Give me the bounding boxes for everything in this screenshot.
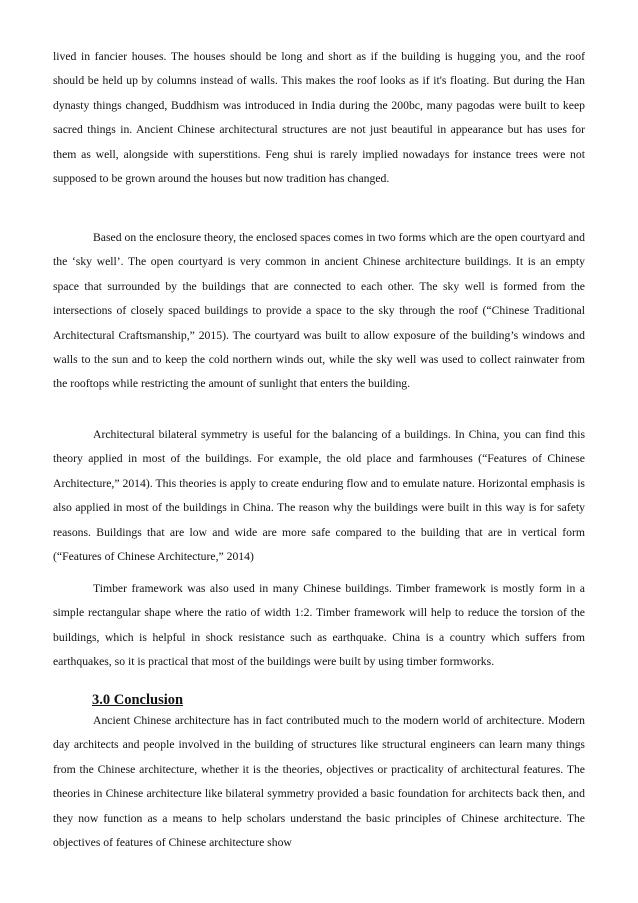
paragraph-timber-framework: Timber framework was also used in many Chinese buildings. Timber framework is mostly form in a simple rectangular shape where the ratio of width 1:2. Timber framework will help to reduce the torsion of the buildings, which is helpful in shock resistance such as earthquake. China is a country which suffers from earthquakes, so it is practical that most of the buildings were built by using timber formworks. [53, 582, 585, 669]
paragraph-bilateral-symmetry: Architectural bilateral symmetry is useful for the balancing of a buildings. In China, you can find this theory applied in most of the buildings. For example, the old place and farmhouses (“Features of Chinese Architecture,” 2014). This theories is apply to create enduring flow and to emulate nature. Horizontal emphasis is also applied in most of the buildings in China. The reason why the buildings were built in this way is for safety reasons. Buildings that are low and wide are more safe compared to the building that are in vertical form (“Features of Chinese Architecture,” 2014) [53, 428, 585, 564]
paragraph-enclosure-theory: Based on the enclosure theory, the enclosed spaces comes in two forms which are the open courtyard and the ‘sky well’. The open courtyard is very common in ancient Chinese architecture buildings. It is an empty space that surrounded by the buildings that are connected to each other. The sky well is formed from the intersections of closely spaced buildings to provide a space to the sky through the roof (“Chinese Traditional Architectural Craftsmanship,” 2015). The courtyard was built to allow exposure of the building’s windows and walls to the sun and to keep the cold northern winds out, while the sky well was used to collect rainwater from the rooftops while restricting the amount of sunlight that enters the building. [53, 231, 585, 391]
paragraph-feng-shui: lived in fancier houses. The houses should be long and short as if the building is hugging you, and the roof should be held up by columns instead of walls. This makes the roof looks as if it's floating. But during the Han dynasty things changed, Buddhism was introduced in India during the 200bc, many pagodas were built to keep sacred things in. Ancient Chinese architectural structures are not just beautiful in appearance but has uses for them as well, alongside with superstitions. Feng shui is rarely implied nowadays for instance trees were not supposed to be grown around the houses but now tradition has changed. [53, 50, 585, 186]
section-heading-conclusion: 3.0 Conclusion [92, 692, 184, 708]
paragraph-conclusion: Ancient Chinese architecture has in fact contributed much to the modern world of architecture. Modern day architects and people involved in the building of structures like structural engineers can learn many things from the Chinese architecture, whether it is the theories, objectives or practicality of architectural features. The theories in Chinese architecture like bilateral symmetry provided a basic foundation for architects back then, and they now function as a means to help scholars understand the basic principles of Chinese architecture. The objectives of features of Chinese architecture show [53, 714, 585, 850]
